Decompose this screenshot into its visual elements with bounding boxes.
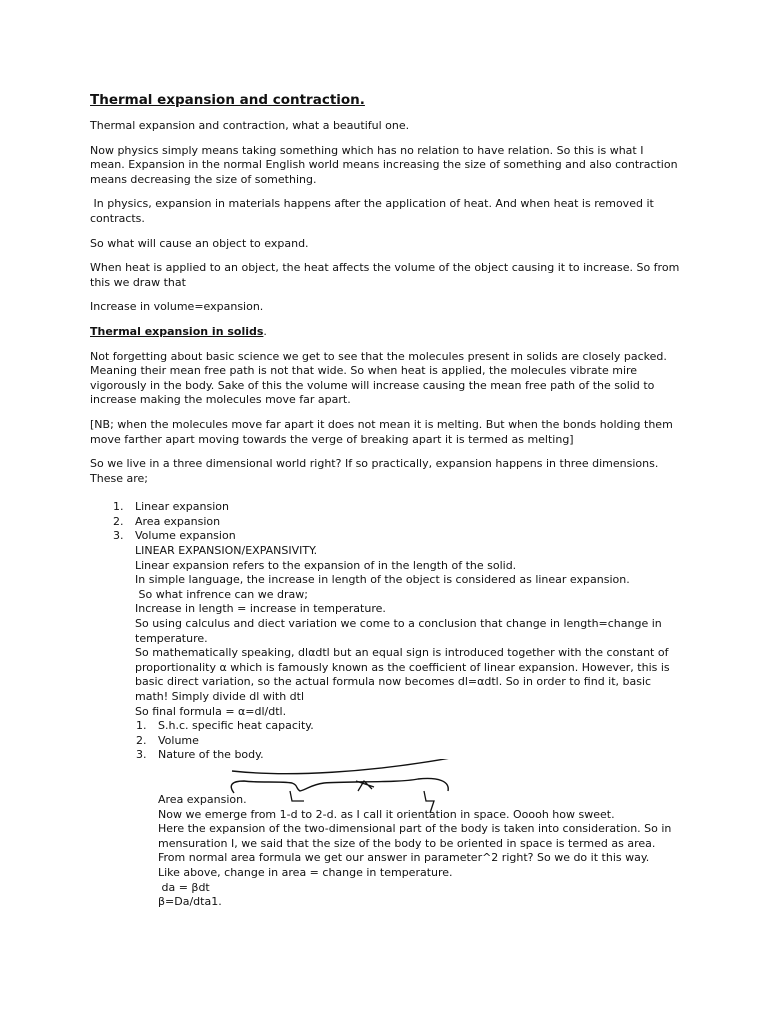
- list-number: 1.: [113, 500, 124, 514]
- list-label: Linear expansion: [135, 500, 229, 514]
- text-line: Now we emerge from 1-d to 2-d. as I call it orientation in space. Ooooh how sweet.: [158, 807, 615, 821]
- text-line: Increase in length = increase in temperature.: [135, 602, 386, 616]
- section-heading: [90, 325, 680, 340]
- list-label: Volume expansion: [135, 529, 236, 543]
- list-item: [113, 529, 680, 544]
- document-body: [90, 92, 680, 910]
- text-line: In simple language, the increase in length of the object is considered as linear expansion.: [135, 573, 630, 587]
- text-line: So mathematically speaking, dlαdtl but an equal sign is introduced together with the constant of proportionality α which is famously known as the coefficient of linear expansion. However, this is basic direct variation, so the actual formula now becomes dl=αdtl. So in order to find it, basic math! Simply divide dl with dtl: [135, 646, 670, 703]
- list-item: [136, 719, 680, 734]
- list-item: [113, 500, 680, 515]
- list-number: 3.: [113, 529, 124, 543]
- paragraph: Increase in volume=expansion.: [90, 300, 264, 314]
- text-line: da = βdt: [158, 880, 210, 894]
- paragraph: When heat is applied to an object, the heat affects the volume of the object causing it to increase. So from this we draw that: [90, 261, 680, 289]
- text-line: From normal area formula we get our answer in parameter^2 right? So we do it this way.: [158, 851, 650, 865]
- list-item: [136, 733, 680, 749]
- expansion-types-list: [90, 500, 680, 544]
- list-label: Volume: [158, 733, 199, 747]
- text-line: Area expansion.: [158, 792, 247, 806]
- list-label: S.h.c. specific heat capacity.: [158, 719, 314, 733]
- paragraph: So what will cause an object to expand.: [90, 236, 309, 250]
- list-number: 2.: [113, 514, 124, 528]
- text-line: β=Da/dta1.: [158, 895, 222, 909]
- factors-list: [90, 719, 680, 763]
- text-line: So what infrence can we draw;: [135, 587, 308, 601]
- text-line: Linear expansion refers to the expansion of in the length of the solid.: [135, 558, 517, 572]
- paragraph: So we live in a three dimensional world right? If so practically, expansion happens in three dimensions. These are;: [90, 457, 659, 485]
- list-label: Area expansion: [135, 514, 221, 528]
- list-number: 2.: [136, 733, 147, 747]
- text-line: So using calculus and diect variation we come to a conclusion that change in length=change in temperature.: [135, 617, 662, 645]
- paragraph: Now physics simply means taking something which has no relation to have relation. So this is what I mean. Expansion in the normal English world means increasing the size of something and also contraction means decreasing the size of something.: [90, 143, 678, 186]
- text-line: So final formula = α=dl/dtl.: [135, 704, 287, 718]
- paragraph: In physics, expansion in materials happens after the application of heat. And when heat is removed it contracts.: [90, 197, 658, 225]
- list-number: 1.: [136, 719, 147, 733]
- paragraph: Thermal expansion and contraction, what a beautiful one.: [90, 119, 410, 132]
- list-item: [113, 514, 680, 530]
- handwritten-brace-drawing: [90, 763, 680, 793]
- text-line: Here the expansion of the two-dimensional part of the body is taken into consideration. So in mensuration I, we said that the size of the body to be oriented in space is termed as area.: [158, 822, 672, 850]
- paragraph: [NB; when the molecules move far apart it does not mean it is melting. But when the bonds holding them move farther apart moving towards the verge of breaking apart it is termed as melting]: [90, 417, 673, 446]
- document-title: Thermal expansion and contraction.: [90, 92, 365, 108]
- linear-expansion-section: [90, 544, 680, 719]
- section-heading-punct: .: [263, 324, 267, 338]
- paragraph: Not forgetting about basic science we get to see that the molecules present in solids are closely packed. Meaning their mean free path is not that wide. So when heat is applied, the molecules vibrate mire vigorously in the body. Sake of this the volume will increase causing the mean free path of the solid to increase making the molecules move far apart.: [90, 349, 667, 407]
- list-number: 3.: [136, 748, 147, 762]
- text-line: LINEAR EXPANSION/EXPANSIVITY.: [135, 544, 318, 558]
- text-line: Like above, change in area = change in temperature.: [158, 865, 453, 879]
- section-heading-text: Thermal expansion in solids: [90, 324, 264, 338]
- area-expansion-section: [90, 793, 680, 910]
- list-label: Nature of the body.: [158, 748, 264, 762]
